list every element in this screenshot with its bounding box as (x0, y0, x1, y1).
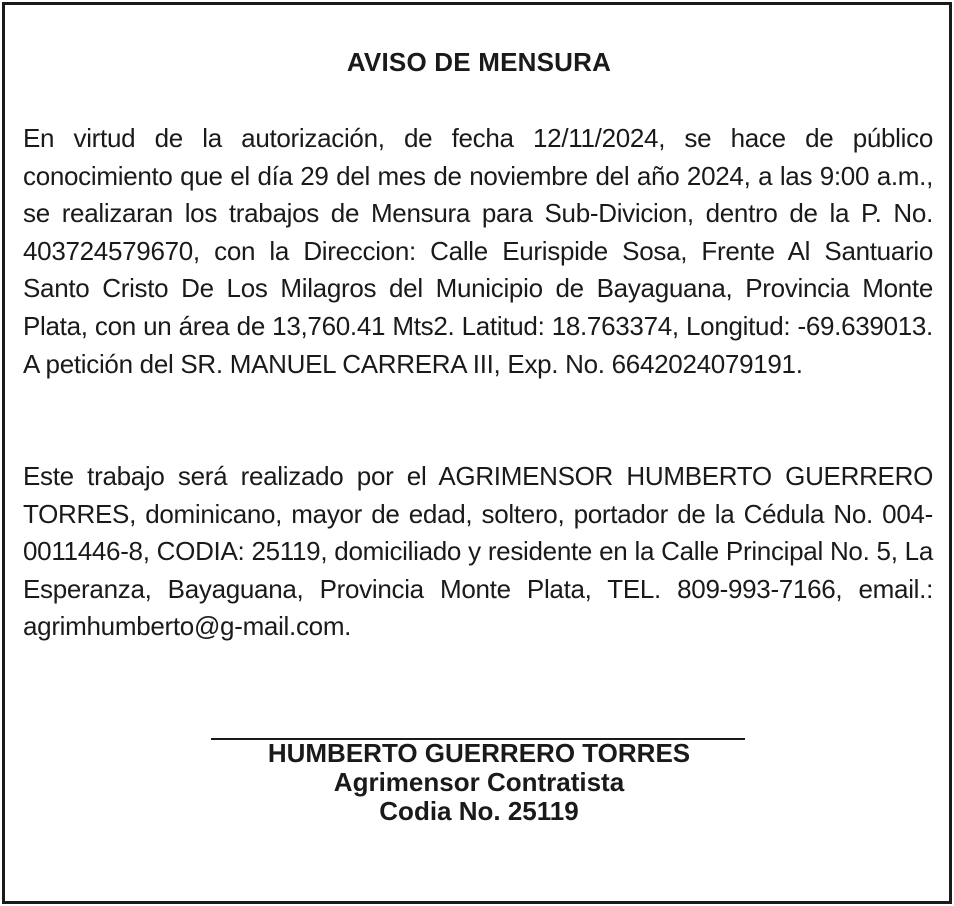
notice-paragraph-2: Este trabajo será realizado por el AGRIMENSOR HUMBERTO GUERRERO TORRES, dominicano, mayor de edad, soltero, portador de la Cédula No. 004-0011446-8, CODIA: 25119, domiciliado y residente en la Calle Principal No. 5, La Esperanza, Bayaguana, Provincia Monte Plata, TEL. 809-993-7166, email.: agrimhumberto@g-mail.com. (23, 461, 933, 642)
notice-border (2, 2, 952, 904)
signature-codia: Codia No. 25119 (379, 796, 579, 826)
signature-role: Agrimensor Contratista (333, 767, 625, 797)
notice-title: AVISO DE MENSURA (346, 47, 612, 77)
notice-paragraph-1: En virtud de la autorización, de fecha 12/11/2024, se hace de público conocimiento que el día 29 del mes de noviembre del año 2024, a las 9:00 a.m., se realizaran los trabajos de Mensura para Sub-Divicion, dentro de la P. No. 403724579670, con la Direccion: Calle Eurispide Sosa, Frente Al Santuario Santo Cristo De Los Milagros del Municipio de Bayaguana, Provincia Monte Plata, con un área de 13,760.41 Mts2. Latitud: 18.763374, Longitud: -69.639013. A petición del SR. MANUEL CARRERA III, Exp. No. 6642024079191. (23, 123, 933, 379)
signature-name: HUMBERTO GUERRERO TORRES (267, 738, 691, 768)
